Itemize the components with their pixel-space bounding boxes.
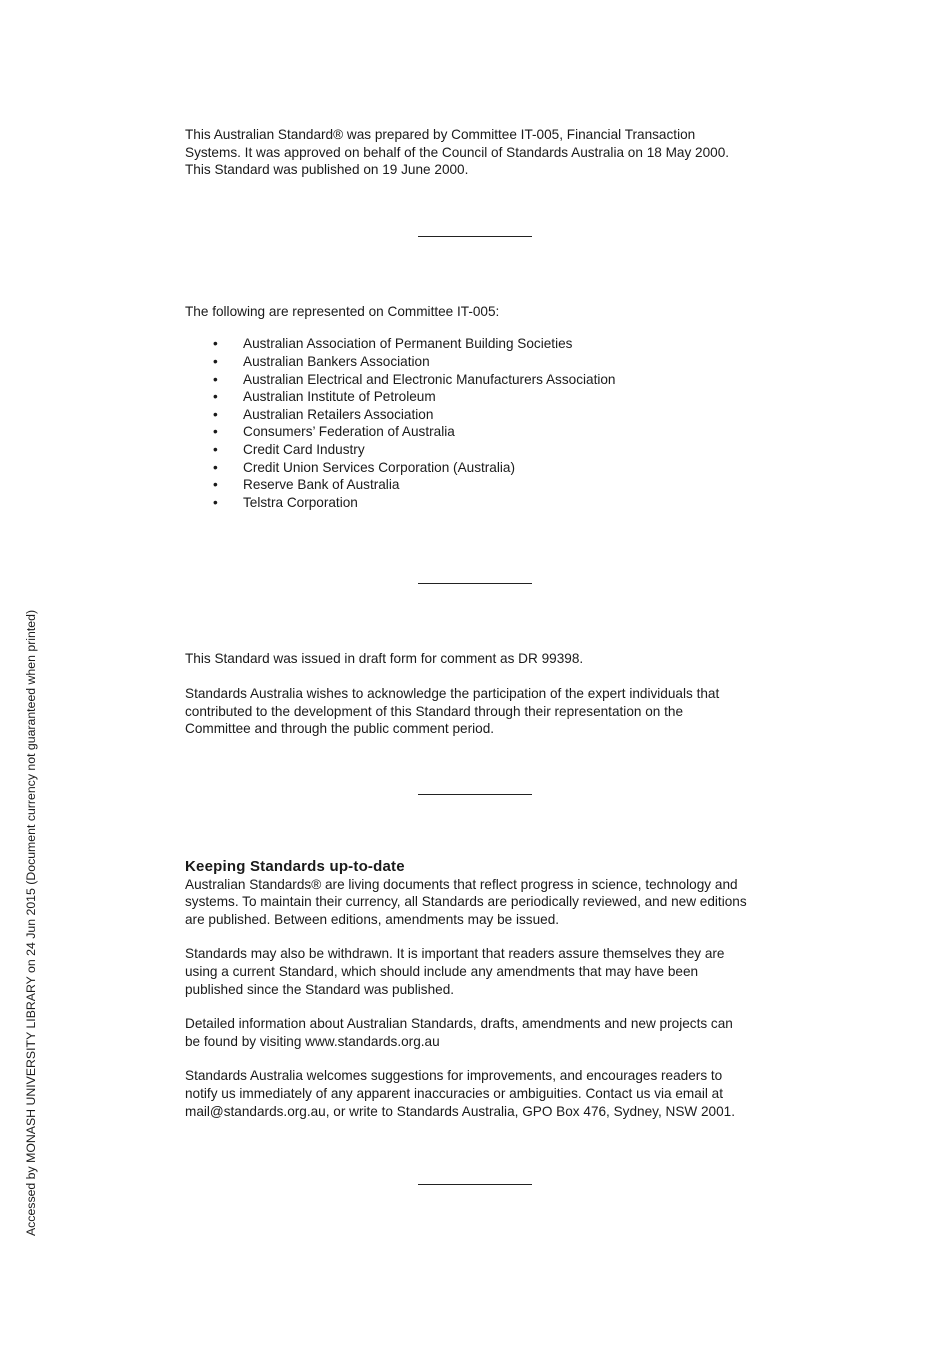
prepared-line: This Standard was published on 19 June 2000. bbox=[185, 162, 469, 178]
section-divider bbox=[418, 236, 532, 237]
text-line: Standards Australia welcomes suggestions for improvements, and encourages readers to bbox=[185, 1068, 723, 1084]
prepared-line: Systems. It was approved on behalf of the Council of Standards Australia on 18 May 2000. bbox=[185, 144, 730, 160]
text-line: Detailed information about Australian Standards, drafts, amendments and new projects can bbox=[185, 1016, 733, 1032]
text-line: using a current Standard, which should include any amendments that may have been bbox=[185, 964, 699, 980]
committee-intro: The following are represented on Committee IT-005: bbox=[185, 303, 500, 319]
committee-member: • Australian Electrical and Electronic Manufacturers Association bbox=[185, 371, 785, 389]
committee-member: • Australian Bankers Association bbox=[185, 353, 785, 371]
living-documents-paragraph bbox=[185, 876, 785, 929]
acknowledgement-paragraph bbox=[185, 685, 785, 738]
contact-paragraph bbox=[185, 1067, 785, 1120]
section-divider bbox=[418, 583, 532, 584]
committee-member: • Australian Retailers Association bbox=[185, 406, 785, 424]
committee-member: • Credit Card Industry bbox=[185, 441, 785, 459]
committee-member: • Credit Union Services Corporation (Australia) bbox=[185, 459, 785, 477]
text-line: Australian Standards® are living documents that reflect progress in science, technology and bbox=[185, 876, 738, 892]
committee-member: • Australian Association of Permanent Building Societies bbox=[185, 335, 785, 353]
ack-line: contributed to the development of this Standard through their representation on the bbox=[185, 703, 684, 719]
section-divider bbox=[418, 794, 532, 795]
website-paragraph bbox=[185, 1015, 785, 1050]
text-line: notify us immediately of any apparent inaccuracies or ambiguities. Contact us via email at bbox=[185, 1086, 723, 1102]
section-heading: Keeping Standards up-to-date bbox=[185, 857, 405, 875]
text-line: Standards may also be withdrawn. It is important that readers assure themselves they are bbox=[185, 946, 725, 962]
text-line: published since the Standard was published. bbox=[185, 981, 455, 997]
access-watermark: Accessed by MONASH UNIVERSITY LIBRARY on 24 Jun 2015 (Document currency not guaranteed when printed) bbox=[24, 609, 38, 1237]
text-line: are published. Between editions, amendments may be issued. bbox=[185, 911, 560, 927]
ack-line: Standards Australia wishes to acknowledge the participation of the expert individuals that bbox=[185, 685, 720, 701]
text-line: mail@standards.org.au, or write to Standards Australia, GPO Box 476, Sydney, NSW 2001. bbox=[185, 1103, 736, 1119]
prepared-by-paragraph bbox=[185, 126, 785, 179]
text-line: systems. To maintain their currency, all Standards are periodically reviewed, and new editions bbox=[185, 894, 747, 910]
committee-member: • Telstra Corporation bbox=[185, 494, 785, 512]
committee-member: • Consumers’ Federation of Australia bbox=[185, 423, 785, 441]
ack-line: Committee and through the public comment period. bbox=[185, 721, 495, 737]
prepared-line: This Australian Standard® was prepared by Committee IT-005, Financial Transaction bbox=[185, 127, 696, 142]
committee-member: • Australian Institute of Petroleum bbox=[185, 388, 785, 406]
draft-issued-text: This Standard was issued in draft form for comment as DR 99398. bbox=[185, 651, 584, 667]
text-line: be found by visiting www.standards.org.au bbox=[185, 1033, 440, 1049]
committee-member: • Reserve Bank of Australia bbox=[185, 476, 785, 494]
document-body bbox=[185, 126, 785, 1185]
section-divider bbox=[418, 1184, 532, 1185]
committee-member-list bbox=[185, 335, 785, 511]
withdrawn-paragraph bbox=[185, 945, 785, 998]
